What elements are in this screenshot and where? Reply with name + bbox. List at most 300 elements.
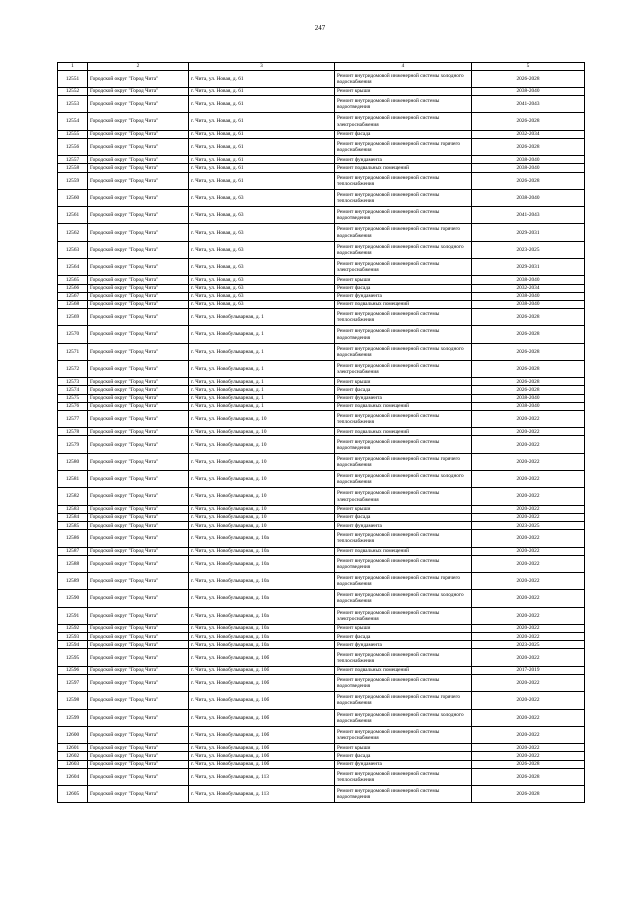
row-number-cell: 12593 [58, 633, 88, 641]
municipality-cell: Городской округ "Город Чита" [88, 138, 189, 155]
period-cell: 2020-2022 [472, 649, 585, 666]
table-body [58, 63, 585, 803]
address-cell: г. Чита, ул. Новобульварная, д. 10а [189, 590, 335, 607]
address-cell: г. Чита, ул. Новая, д. 63 [189, 224, 335, 241]
work-type-cell: Ремонт крыши [335, 87, 472, 95]
work-type-cell: Ремонт внутридомовой инженерной системы электроснабжения [335, 360, 472, 377]
work-type-cell: Ремонт фасада [335, 386, 472, 394]
work-type-cell: Ремонт внутридомовой инженерной системы водоотведения [335, 674, 472, 691]
table-row [58, 505, 585, 513]
row-number-cell: 12573 [58, 378, 88, 386]
municipality-cell: Городской округ "Город Чита" [88, 326, 189, 343]
period-cell: 2020-2022 [472, 555, 585, 572]
table-row [58, 96, 585, 113]
municipality-cell: Городской округ "Город Чита" [88, 573, 189, 590]
table-row [58, 402, 585, 410]
table-row [58, 624, 585, 632]
work-type-cell: Ремонт внутридомовой инженерной системы теплоснабжения [335, 411, 472, 428]
table-row [58, 573, 585, 590]
period-cell: 2032-2034 [472, 284, 585, 292]
period-cell: 2020-2022 [472, 513, 585, 521]
municipality-cell: Городской округ "Город Чита" [88, 624, 189, 632]
row-number-cell: 12605 [58, 786, 88, 803]
row-number-cell: 12591 [58, 607, 88, 624]
work-type-cell: Ремонт внутридомовой инженерной системы горячего водоснабжения [335, 138, 472, 155]
row-number-cell: 12552 [58, 87, 88, 95]
address-cell: г. Чита, ул. Новобульварная, д. 10 [189, 505, 335, 513]
period-cell: 2038-2040 [472, 189, 585, 206]
period-cell: 2026-2028 [472, 113, 585, 130]
row-number-cell: 12592 [58, 624, 88, 632]
row-number-cell: 12566 [58, 284, 88, 292]
row-number-cell: 12599 [58, 709, 88, 726]
municipality-cell: Городской округ "Город Чита" [88, 522, 189, 530]
period-cell: 2023-2025 [472, 522, 585, 530]
address-cell: г. Чита, ул. Новобульварная, д. 10б [189, 649, 335, 666]
address-cell: г. Чита, ул. Новая, д. 63 [189, 241, 335, 258]
address-cell: г. Чита, ул. Новая, д. 63 [189, 259, 335, 276]
row-number-cell: 12576 [58, 402, 88, 410]
address-cell: г. Чита, ул. Новобульварная, д. 10б [189, 709, 335, 726]
address-cell: г. Чита, ул. Новобульварная, д. 10б [189, 726, 335, 743]
row-number-cell: 12559 [58, 172, 88, 189]
row-number-cell: 12595 [58, 649, 88, 666]
table-row [58, 207, 585, 224]
municipality-cell: Городской округ "Город Чита" [88, 172, 189, 189]
row-number-cell: 12589 [58, 573, 88, 590]
period-cell: 2026-2028 [472, 172, 585, 189]
row-number-cell: 12604 [58, 768, 88, 785]
row-number-cell: 12557 [58, 156, 88, 164]
row-number-cell: 12572 [58, 360, 88, 377]
table-row [58, 649, 585, 666]
address-cell: г. Чита, ул. Новобульварная, д. 10б [189, 666, 335, 674]
table-row [58, 300, 585, 308]
municipality-cell: Городской округ "Город Чита" [88, 760, 189, 768]
municipality-cell: Городской округ "Город Чита" [88, 633, 189, 641]
row-number-cell: 12554 [58, 113, 88, 130]
period-cell: 2038-2040 [472, 276, 585, 284]
work-type-cell: Ремонт внутридомовой инженерной системы электроснабжения [335, 488, 472, 505]
work-type-cell: Ремонт фундамента [335, 760, 472, 768]
address-cell: г. Чита, ул. Новобульварная, д. 1 [189, 360, 335, 377]
period-cell: 2020-2022 [472, 573, 585, 590]
row-number-cell: 12601 [58, 744, 88, 752]
table-row [58, 513, 585, 521]
address-cell: г. Чита, ул. Новобульварная, д. 1 [189, 386, 335, 394]
municipality-cell: Городской округ "Город Чита" [88, 692, 189, 709]
period-cell: 2026-2028 [472, 70, 585, 87]
work-type-cell: Ремонт подвальных помещений [335, 666, 472, 674]
row-number-cell: 12578 [58, 428, 88, 436]
municipality-cell: Городской округ "Город Чита" [88, 674, 189, 691]
period-cell: 2020-2022 [472, 692, 585, 709]
municipality-cell: Городской округ "Город Чита" [88, 488, 189, 505]
table-row [58, 641, 585, 649]
period-cell: 2020-2022 [472, 633, 585, 641]
municipality-cell: Городской округ "Город Чита" [88, 276, 189, 284]
repair-schedule-table [57, 62, 585, 803]
address-cell: г. Чита, ул. Новобульварная, д. 10б [189, 692, 335, 709]
row-number-cell: 12562 [58, 224, 88, 241]
row-number-cell: 12590 [58, 590, 88, 607]
column-number-5: 5 [472, 63, 585, 71]
address-cell: г. Чита, ул. Новая, д. 61 [189, 96, 335, 113]
period-cell: 2026-2028 [472, 360, 585, 377]
table-row [58, 276, 585, 284]
period-cell: 2026-2028 [472, 309, 585, 326]
row-number-cell: 12597 [58, 674, 88, 691]
period-cell: 2038-2040 [472, 87, 585, 95]
work-type-cell: Ремонт подвальных помещений [335, 547, 472, 555]
row-number-cell: 12560 [58, 189, 88, 206]
table-row [58, 156, 585, 164]
table-row [58, 674, 585, 691]
address-cell: г. Чита, ул. Новобульварная, д. 10б [189, 744, 335, 752]
period-cell: 2041-2043 [472, 207, 585, 224]
municipality-cell: Городской округ "Город Чита" [88, 130, 189, 138]
period-cell: 2020-2022 [472, 674, 585, 691]
work-type-cell: Ремонт подвальных помещений [335, 164, 472, 172]
table-row [58, 709, 585, 726]
table-row [58, 386, 585, 394]
municipality-cell: Городской округ "Город Чита" [88, 726, 189, 743]
period-cell: 2020-2022 [472, 471, 585, 488]
period-cell: 2038-2040 [472, 292, 585, 300]
address-cell: г. Чита, ул. Новобульварная, д. 10а [189, 530, 335, 547]
row-number-cell: 12587 [58, 547, 88, 555]
row-number-cell: 12598 [58, 692, 88, 709]
period-cell: 2038-2040 [472, 402, 585, 410]
address-cell: г. Чита, ул. Новобульварная, д. 1 [189, 394, 335, 402]
work-type-cell: Ремонт внутридомовой инженерной системы теплоснабжения [335, 768, 472, 785]
municipality-cell: Городской округ "Город Чита" [88, 224, 189, 241]
table-row [58, 760, 585, 768]
row-number-cell: 12565 [58, 276, 88, 284]
municipality-cell: Городской округ "Город Чита" [88, 555, 189, 572]
municipality-cell: Городской округ "Город Чита" [88, 666, 189, 674]
period-cell: 2020-2022 [472, 624, 585, 632]
period-cell: 2017-2019 [472, 666, 585, 674]
work-type-cell: Ремонт внутридомовой инженерной системы холодного водоснабжения [335, 590, 472, 607]
work-type-cell: Ремонт крыши [335, 276, 472, 284]
work-type-cell: Ремонт фундамента [335, 522, 472, 530]
municipality-cell: Городской округ "Город Чита" [88, 70, 189, 87]
address-cell: г. Чита, ул. Новобульварная, д. 1 [189, 343, 335, 360]
address-cell: г. Чита, ул. Новобульварная, д. 10 [189, 488, 335, 505]
row-number-cell: 12551 [58, 70, 88, 87]
table-row [58, 241, 585, 258]
work-type-cell: Ремонт подвальных помещений [335, 300, 472, 308]
work-type-cell: Ремонт фасада [335, 633, 472, 641]
row-number-cell: 12600 [58, 726, 88, 743]
period-cell: 2020-2022 [472, 744, 585, 752]
work-type-cell: Ремонт внутридомовой инженерной системы холодного водоснабжения [335, 471, 472, 488]
table-row [58, 292, 585, 300]
period-cell: 2020-2022 [472, 530, 585, 547]
address-cell: г. Чита, ул. Новобульварная, д. 10 [189, 436, 335, 453]
table-row [58, 172, 585, 189]
municipality-cell: Городской округ "Город Чита" [88, 607, 189, 624]
work-type-cell: Ремонт внутридомовой инженерной системы электроснабжения [335, 113, 472, 130]
table-row [58, 70, 585, 87]
address-cell: г. Чита, ул. Новобульварная, д. 10а [189, 547, 335, 555]
table-row [58, 488, 585, 505]
work-type-cell: Ремонт фундамента [335, 641, 472, 649]
row-number-cell: 12586 [58, 530, 88, 547]
period-cell: 2026-2028 [472, 760, 585, 768]
municipality-cell: Городской округ "Город Чита" [88, 156, 189, 164]
address-cell: г. Чита, ул. Новая, д. 61 [189, 172, 335, 189]
table-row [58, 411, 585, 428]
table-row [58, 130, 585, 138]
address-cell: г. Чита, ул. Новобульварная, д. 10 [189, 428, 335, 436]
row-number-cell: 12564 [58, 259, 88, 276]
period-cell: 2020-2022 [472, 726, 585, 743]
column-number-4: 4 [335, 63, 472, 71]
work-type-cell: Ремонт внутридомовой инженерной системы теплоснабжения [335, 189, 472, 206]
table-row [58, 530, 585, 547]
work-type-cell: Ремонт внутридомовой инженерной системы теплоснабжения [335, 530, 472, 547]
table-row [58, 726, 585, 743]
address-cell: г. Чита, ул. Новобульварная, д. 10а [189, 641, 335, 649]
municipality-cell: Городской округ "Город Чита" [88, 471, 189, 488]
work-type-cell: Ремонт фундамента [335, 292, 472, 300]
address-cell: г. Чита, ул. Новая, д. 61 [189, 164, 335, 172]
address-cell: г. Чита, ул. Новобульварная, д. 10а [189, 633, 335, 641]
column-number-row [58, 63, 585, 71]
period-cell: 2020-2022 [472, 428, 585, 436]
table-row [58, 284, 585, 292]
municipality-cell: Городской округ "Город Чита" [88, 309, 189, 326]
period-cell: 2026-2028 [472, 386, 585, 394]
work-type-cell: Ремонт внутридомовой инженерной системы водоотведения [335, 207, 472, 224]
period-cell: 2026-2028 [472, 378, 585, 386]
row-number-cell: 12555 [58, 130, 88, 138]
municipality-cell: Городской округ "Город Чита" [88, 530, 189, 547]
work-type-cell: Ремонт внутридомовой инженерной системы холодного водоснабжения [335, 343, 472, 360]
table-row [58, 326, 585, 343]
period-cell: 2026-2028 [472, 786, 585, 803]
address-cell: г. Чита, ул. Новобульварная, д. 10 [189, 453, 335, 470]
period-cell: 2020-2022 [472, 709, 585, 726]
municipality-cell: Городской округ "Город Чита" [88, 590, 189, 607]
address-cell: г. Чита, ул. Новобульварная, д. 1 [189, 309, 335, 326]
address-cell: г. Чита, ул. Новобульварная, д. 113 [189, 786, 335, 803]
column-number-3: 3 [189, 63, 335, 71]
period-cell: 2038-2040 [472, 156, 585, 164]
municipality-cell: Городской округ "Город Чита" [88, 96, 189, 113]
work-type-cell: Ремонт внутридомовой инженерной системы горячего водоснабжения [335, 453, 472, 470]
table-row [58, 343, 585, 360]
municipality-cell: Городской округ "Город Чита" [88, 284, 189, 292]
row-number-cell: 12571 [58, 343, 88, 360]
work-type-cell: Ремонт крыши [335, 378, 472, 386]
address-cell: г. Чита, ул. Новобульварная, д. 10б [189, 760, 335, 768]
period-cell: 2020-2022 [472, 436, 585, 453]
work-type-cell: Ремонт внутридомовой инженерной системы электроснабжения [335, 607, 472, 624]
period-cell: 2023-2025 [472, 641, 585, 649]
table-row [58, 752, 585, 760]
address-cell: г. Чита, ул. Новая, д. 61 [189, 130, 335, 138]
period-cell: 2026-2028 [472, 138, 585, 155]
work-type-cell: Ремонт внутридомовой инженерной системы теплоснабжения [335, 309, 472, 326]
table-row [58, 259, 585, 276]
address-cell: г. Чита, ул. Новая, д. 63 [189, 276, 335, 284]
municipality-cell: Городской округ "Город Чита" [88, 189, 189, 206]
table-row [58, 633, 585, 641]
address-cell: г. Чита, ул. Новая, д. 61 [189, 70, 335, 87]
table-row [58, 666, 585, 674]
table-row [58, 607, 585, 624]
table-row [58, 692, 585, 709]
row-number-cell: 12582 [58, 488, 88, 505]
table-row [58, 394, 585, 402]
work-type-cell: Ремонт фасада [335, 752, 472, 760]
work-type-cell: Ремонт фундамента [335, 394, 472, 402]
table-row [58, 547, 585, 555]
table-row [58, 786, 585, 803]
row-number-cell: 12569 [58, 309, 88, 326]
row-number-cell: 12556 [58, 138, 88, 155]
municipality-cell: Городской округ "Город Чита" [88, 378, 189, 386]
period-cell: 2020-2022 [472, 590, 585, 607]
municipality-cell: Городской округ "Город Чита" [88, 453, 189, 470]
municipality-cell: Городской округ "Город Чита" [88, 241, 189, 258]
period-cell: 2023-2025 [472, 241, 585, 258]
table-row [58, 113, 585, 130]
row-number-cell: 12563 [58, 241, 88, 258]
period-cell: 2029-2031 [472, 224, 585, 241]
column-number-1: 1 [58, 63, 88, 71]
work-type-cell: Ремонт внутридомовой инженерной системы холодного водоснабжения [335, 241, 472, 258]
work-type-cell: Ремонт крыши [335, 624, 472, 632]
table-row [58, 309, 585, 326]
address-cell: г. Чита, ул. Новая, д. 61 [189, 113, 335, 130]
municipality-cell: Городской округ "Город Чита" [88, 547, 189, 555]
municipality-cell: Городской округ "Город Чита" [88, 428, 189, 436]
work-type-cell: Ремонт подвальных помещений [335, 428, 472, 436]
municipality-cell: Городской округ "Город Чита" [88, 386, 189, 394]
row-number-cell: 12561 [58, 207, 88, 224]
period-cell: 2020-2022 [472, 505, 585, 513]
table-row [58, 224, 585, 241]
work-type-cell: Ремонт внутридомовой инженерной системы теплоснабжения [335, 172, 472, 189]
table-row [58, 428, 585, 436]
column-number-2: 2 [88, 63, 189, 71]
work-type-cell: Ремонт внутридомовой инженерной системы горячего водоснабжения [335, 573, 472, 590]
municipality-cell: Городской округ "Город Чита" [88, 113, 189, 130]
period-cell: 2020-2022 [472, 488, 585, 505]
address-cell: г. Чита, ул. Новобульварная, д. 10 [189, 522, 335, 530]
row-number-cell: 12602 [58, 752, 88, 760]
table-row [58, 590, 585, 607]
row-number-cell: 12594 [58, 641, 88, 649]
municipality-cell: Городской округ "Город Чита" [88, 786, 189, 803]
address-cell: г. Чита, ул. Новая, д. 63 [189, 207, 335, 224]
municipality-cell: Городской округ "Город Чита" [88, 505, 189, 513]
work-type-cell: Ремонт внутридомовой инженерной системы водоотведения [335, 96, 472, 113]
municipality-cell: Городской округ "Город Чита" [88, 402, 189, 410]
work-type-cell: Ремонт внутридомовой инженерной системы водоотведения [335, 326, 472, 343]
table-row [58, 555, 585, 572]
address-cell: г. Чита, ул. Новобульварная, д. 10 [189, 471, 335, 488]
table-row [58, 360, 585, 377]
period-cell: 2020-2022 [472, 453, 585, 470]
work-type-cell: Ремонт внутридомовой инженерной системы горячего водоснабжения [335, 692, 472, 709]
address-cell: г. Чита, ул. Новобульварная, д. 1 [189, 402, 335, 410]
municipality-cell: Городской округ "Город Чита" [88, 259, 189, 276]
period-cell: 2026-2028 [472, 343, 585, 360]
row-number-cell: 12584 [58, 513, 88, 521]
table-row [58, 768, 585, 785]
municipality-cell: Городской округ "Город Чита" [88, 436, 189, 453]
work-type-cell: Ремонт фасада [335, 130, 472, 138]
municipality-cell: Городской округ "Город Чита" [88, 649, 189, 666]
work-type-cell: Ремонт внутридомовой инженерной системы электроснабжения [335, 259, 472, 276]
row-number-cell: 12574 [58, 386, 88, 394]
municipality-cell: Городской округ "Город Чита" [88, 744, 189, 752]
page-number: 247 [314, 24, 326, 32]
work-type-cell: Ремонт внутридомовой инженерной системы горячего водоснабжения [335, 224, 472, 241]
period-cell: 2032-2034 [472, 130, 585, 138]
work-type-cell: Ремонт внутридомовой инженерной системы теплоснабжения [335, 649, 472, 666]
period-cell: 2038-2040 [472, 394, 585, 402]
row-number-cell: 12570 [58, 326, 88, 343]
address-cell: г. Чита, ул. Новобульварная, д. 10б [189, 752, 335, 760]
municipality-cell: Городской округ "Город Чита" [88, 394, 189, 402]
work-type-cell: Ремонт внутридомовой инженерной системы водоотведения [335, 786, 472, 803]
period-cell: 2038-2040 [472, 164, 585, 172]
table-row [58, 744, 585, 752]
address-cell: г. Чита, ул. Новая, д. 63 [189, 300, 335, 308]
work-type-cell: Ремонт внутридомовой инженерной системы электроснабжения [335, 726, 472, 743]
row-number-cell: 12588 [58, 555, 88, 572]
municipality-cell: Городской округ "Город Чита" [88, 207, 189, 224]
period-cell: 2029-2031 [472, 259, 585, 276]
address-cell: г. Чита, ул. Новобульварная, д. 10а [189, 573, 335, 590]
table-row [58, 138, 585, 155]
municipality-cell: Городской округ "Город Чита" [88, 411, 189, 428]
table-row [58, 471, 585, 488]
work-type-cell: Ремонт внутридомовой инженерной системы водоотведения [335, 555, 472, 572]
address-cell: г. Чита, ул. Новобульварная, д. 10а [189, 607, 335, 624]
table-row [58, 436, 585, 453]
address-cell: г. Чита, ул. Новобульварная, д. 10б [189, 674, 335, 691]
municipality-cell: Городской округ "Город Чита" [88, 768, 189, 785]
row-number-cell: 12581 [58, 471, 88, 488]
address-cell: г. Чита, ул. Новобульварная, д. 10 [189, 513, 335, 521]
address-cell: г. Чита, ул. Новая, д. 63 [189, 292, 335, 300]
address-cell: г. Чита, ул. Новая, д. 63 [189, 284, 335, 292]
address-cell: г. Чита, ул. Новобульварная, д. 10 [189, 411, 335, 428]
municipality-cell: Городской округ "Город Чита" [88, 300, 189, 308]
work-type-cell: Ремонт подвальных помещений [335, 402, 472, 410]
period-cell: 2020-2022 [472, 547, 585, 555]
table-row [58, 87, 585, 95]
municipality-cell: Городской округ "Город Чита" [88, 513, 189, 521]
address-cell: г. Чита, ул. Новая, д. 63 [189, 189, 335, 206]
work-type-cell: Ремонт фасада [335, 513, 472, 521]
row-number-cell: 12579 [58, 436, 88, 453]
period-cell: 2026-2028 [472, 326, 585, 343]
period-cell: 2041-2043 [472, 96, 585, 113]
address-cell: г. Чита, ул. Новобульварная, д. 10а [189, 555, 335, 572]
period-cell: 2038-2040 [472, 300, 585, 308]
row-number-cell: 12558 [58, 164, 88, 172]
table-row [58, 453, 585, 470]
address-cell: г. Чита, ул. Новобульварная, д. 113 [189, 768, 335, 785]
